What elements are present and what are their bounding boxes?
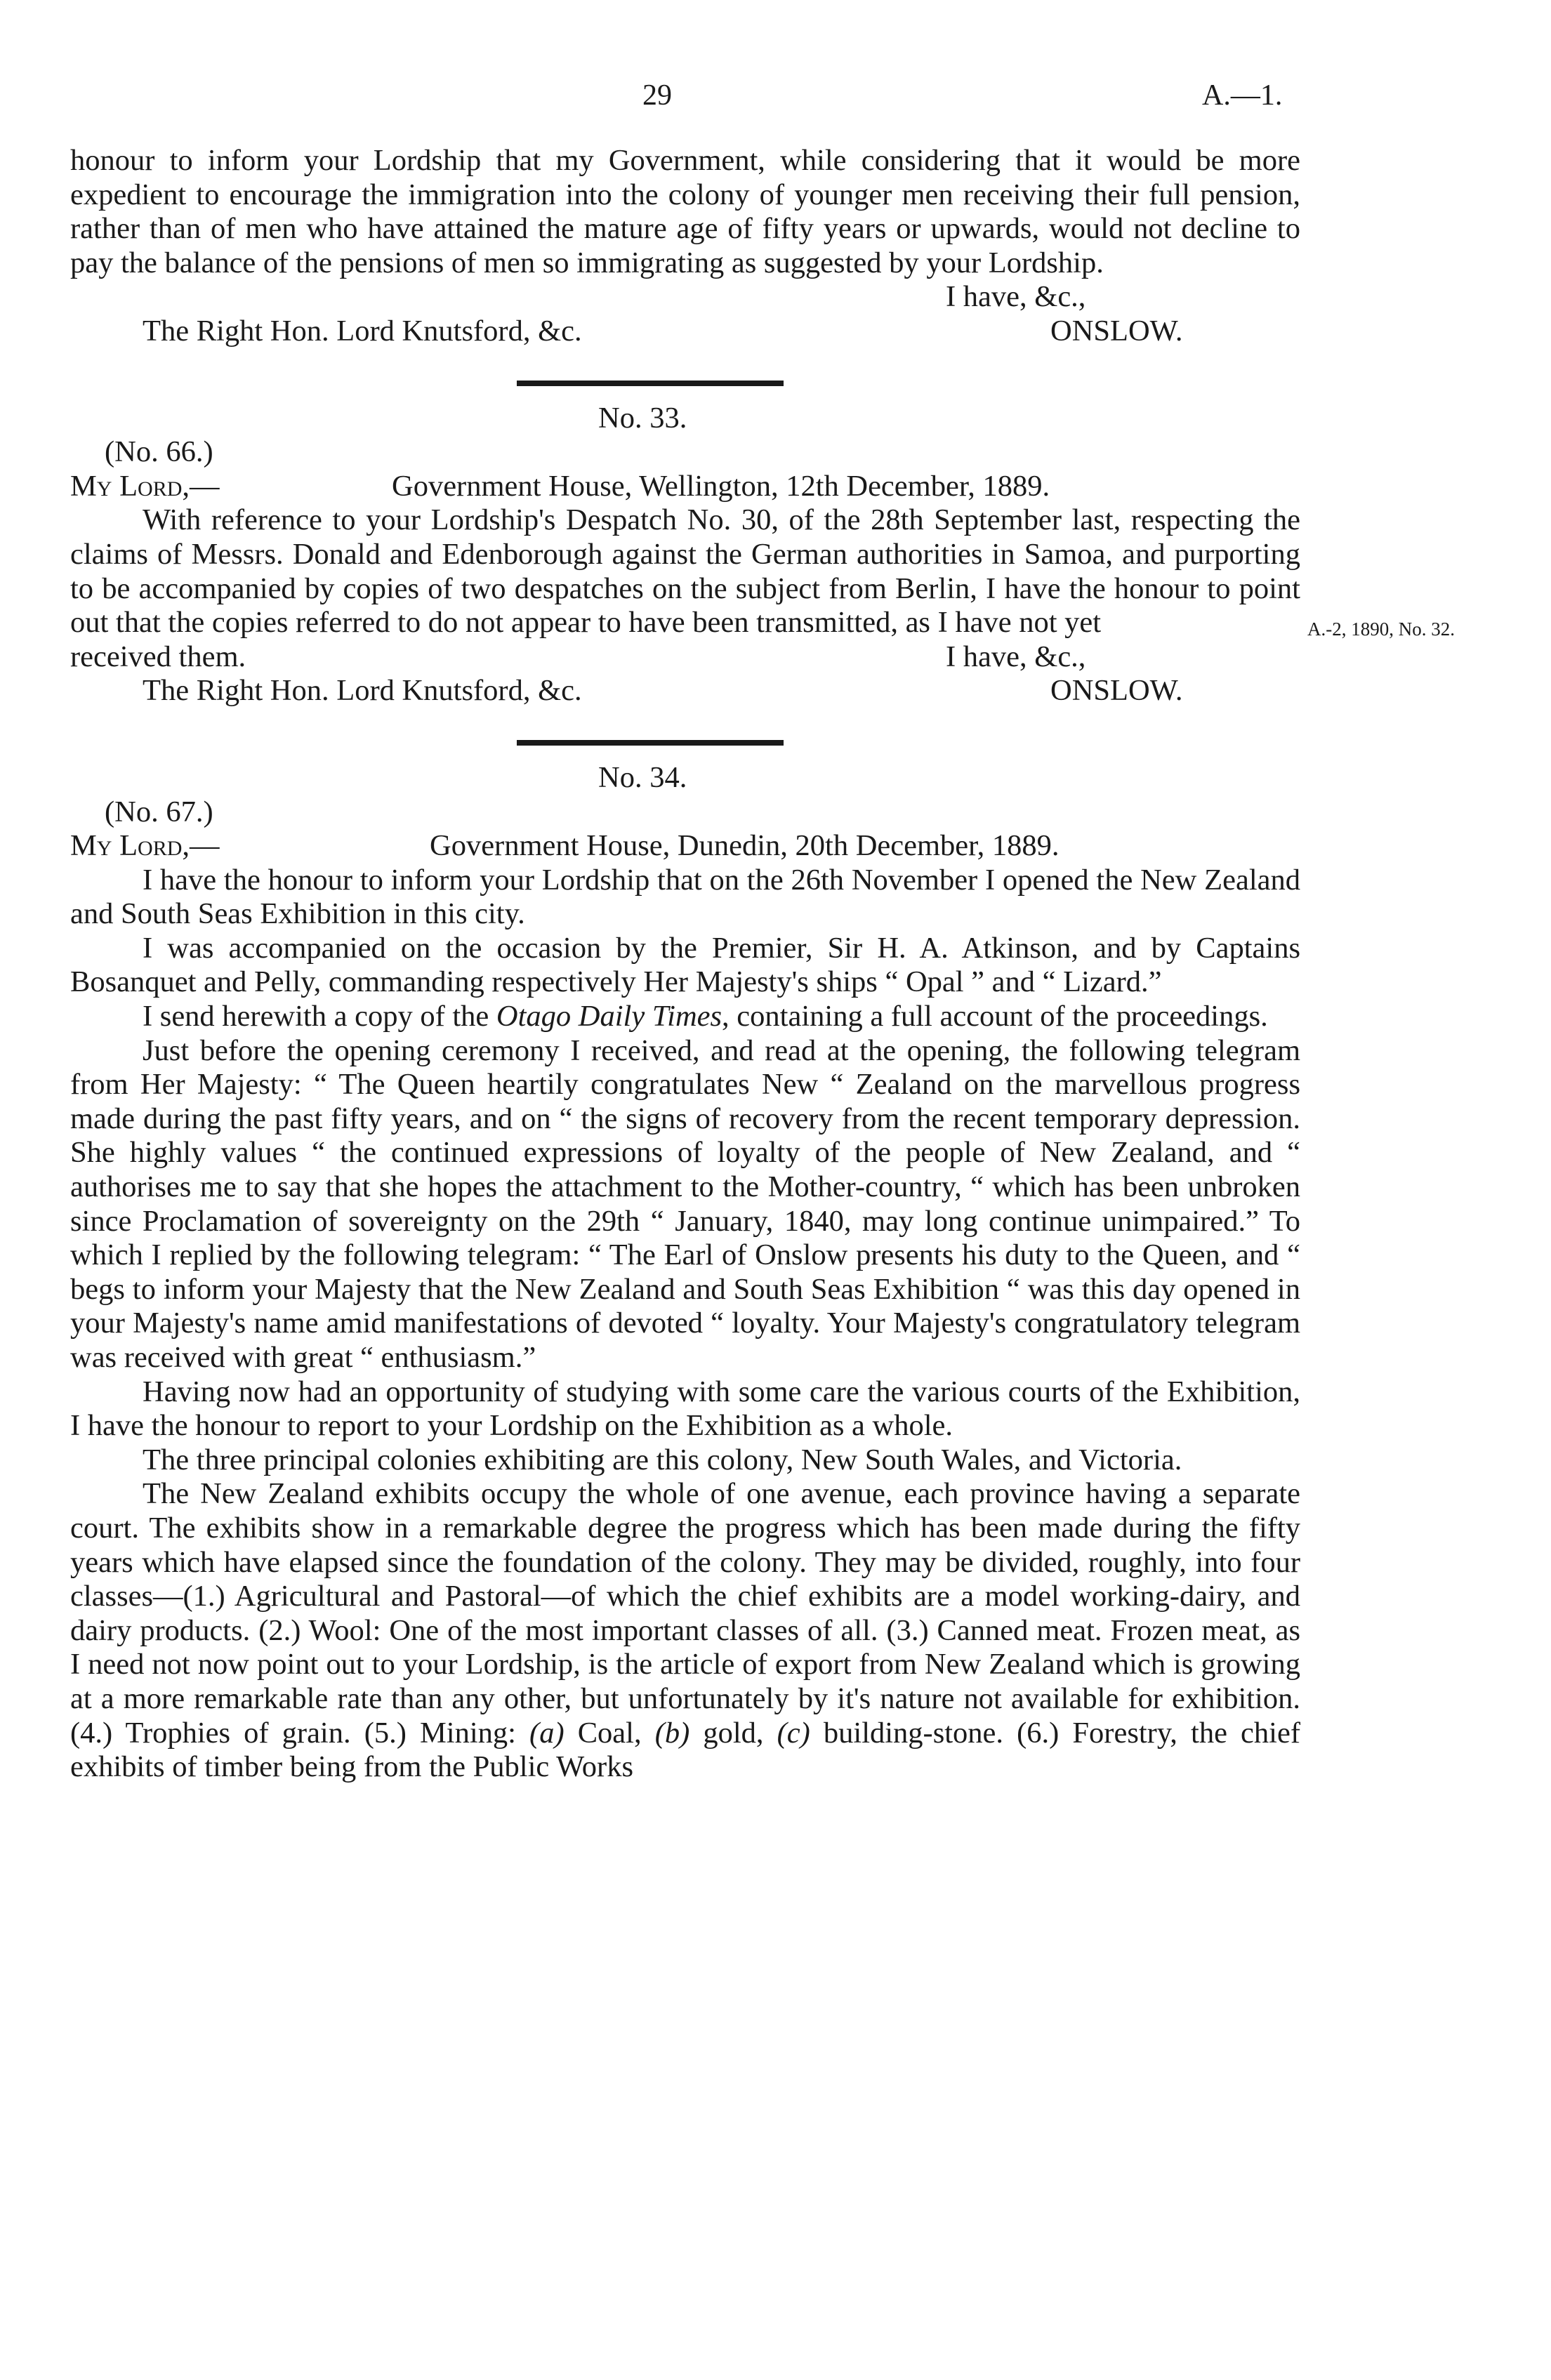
margin-note-reference: A.-2, 1890, No. 32. (1307, 619, 1455, 640)
list-label: (c) (777, 1716, 810, 1750)
closing-formula: I have, &c., (946, 640, 1086, 673)
paragraph-text: The New Zealand exhibits occupy the whole of one avenue, each province having a separate court. The exhibits show in a remarkable degree the progress which has been made during the fifty years which have elapsed since the foundation of the colony. They may be divided, roughly, into four classes—(1.) Agricultural and Pastoral—of which the chief exhibits are a model working-dairy, and dairy products. (2.) Wool: One of the most important classes of all. (3.) Canned meat. Frozen meat, as I need not now point out to your Lordship, is the article of export from New Zealand which is growing at a more remarkable rate than any other, but unfortunately by it's nature not available for exhibition. (4.) Trophies of grain. (5.) Mining: (70, 1477, 1300, 1750)
paragraph-study: Having now had an opportunity of studying with some care the various courts of the Exhibition, I have the honour to report to your Lordship on the Exhibition as a whole. (70, 1375, 1300, 1443)
paragraph-text: , containing a full account of the proceedings. (722, 1000, 1268, 1033)
section-heading-no-34: No. 34. (598, 760, 687, 794)
salutation: My Lord,— (70, 469, 220, 503)
paragraph-text: building-stone. (6.) Forestry, the chief exhibits of timber being from the Public Works (70, 1716, 1300, 1784)
despatch-paragraph: With reference to your Lordship's Despatch No. 30, of the 28th September last, respecting the claims of Messrs. Donald and Edenborough against the German authorities in Samoa, and purporting to be accompanied by copies of two despatches on the subject from Berlin, I have the honour to point out that the copies referred to do not appear to have been transmitted, as I have not yet (70, 503, 1300, 640)
despatch-number: (No. 66.) (105, 435, 213, 469)
received-line (70, 640, 1300, 675)
salutation-line (70, 470, 1300, 504)
continuation-paragraph: honour to inform your Lordship that my Government, while considering that it would be more expedient to encourage the immigration into the colony of younger men receiving their full pension, rather than of men who have attained the mature age of fifty years or upwards, would not decline to pay the balance of the pensions of men so immigrating as suggested by your Lordship. (70, 144, 1300, 279)
salutation: My Lord,— (70, 829, 220, 863)
closing-formula: I have, &c., (946, 280, 1086, 314)
salutation-line (70, 829, 1300, 864)
page-header (0, 79, 1551, 121)
signature: ONSLOW. (1050, 674, 1183, 708)
paragraph-newspaper (70, 1000, 1300, 1034)
page-number: 29 (642, 79, 672, 112)
despatch-number: (No. 67.) (105, 795, 213, 828)
addressee-line (70, 315, 1300, 349)
paragraph-opening: I have the honour to inform your Lordship that on the 26th November I opened the New Zealand and South Seas Exhibition in this city. (70, 863, 1300, 931)
paragraph-colonies: The three principal colonies exhibiting are this colony, New South Wales, and Victoria. (143, 1443, 1182, 1476)
place-date: Government House, Wellington, 12th December, 1889. (392, 469, 1050, 503)
list-label: (a) (529, 1716, 565, 1750)
page-body (70, 144, 1300, 1785)
paragraph-telegrams: Just before the opening ceremony I received, and read at the opening, the following telegram from Her Majesty: “ The Queen heartily congratulates New “ Zealand on the marvellous progress made during the past fifty years, and on “ the signs of recovery from the recent temporary depression. She highly values “ the continued expressions of loyalty of the people of New Zealand, and “ authorises me to say that she hopes the attachment to the Mother-country, “ which has been unbroken since Proclamation of sovereignty on the 29th “ January, 1840, may long continue unimpaired.” To which I replied by the following telegram: “ The Earl of Onslow presents his duty to the Queen, and “ begs to inform your Majesty that the New Zealand and South Seas Exhibition “ was this day opened in your Majesty's name amid manifestations of devoted “ loyalty. Your Majesty's congratulatory telegram was received with great “ enthusiasm.” (70, 1033, 1300, 1374)
addressee: The Right Hon. Lord Knutsford, &c. (143, 314, 582, 348)
addressee-line (70, 674, 1300, 708)
paragraph-text: I send herewith a copy of the (143, 1000, 496, 1033)
place-date: Government House, Dunedin, 20th December, 1889. (430, 829, 1060, 863)
paragraph-text: Coal, (564, 1716, 655, 1750)
paragraph-exhibits (70, 1477, 1300, 1784)
addressee: The Right Hon. Lord Knutsford, &c. (143, 674, 582, 708)
received-text: received them. (70, 640, 246, 673)
paragraph-accompanied: I was accompanied on the occasion by the Premier, Sir H. A. Atkinson, and by Captains Bosanquet and Pelly, commanding respectively Her Majesty's ships “ Opal ” and “ Lizard.” (70, 931, 1300, 999)
list-label: (b) (654, 1716, 690, 1750)
paragraph-text: gold, (689, 1716, 777, 1750)
section-heading-no-33: No. 33. (598, 401, 687, 435)
newspaper-title: Otago Daily Times (496, 1000, 722, 1033)
section-divider (517, 740, 784, 746)
signature: ONSLOW. (1050, 314, 1183, 348)
document-reference: A.—1. (1202, 79, 1283, 112)
section-divider (517, 381, 784, 386)
